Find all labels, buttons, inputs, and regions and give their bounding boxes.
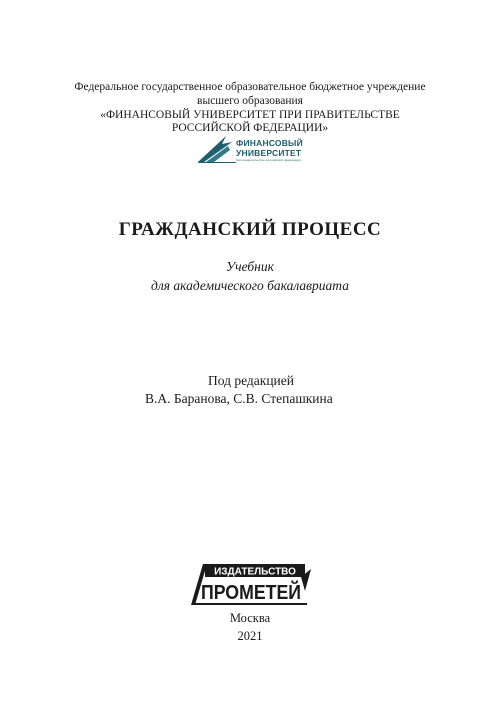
subtitle-line-1: Учебник [226, 259, 274, 274]
university-emblem-icon [196, 134, 236, 164]
editors-label: Под редакцией [208, 373, 295, 388]
publisher-logo-graphic [189, 561, 313, 607]
institution-line-2: высшего образования [197, 95, 303, 107]
university-logo-line-3: при правительстве российской федерации [236, 158, 301, 162]
book-title: ГРАЖДАНСКИЙ ПРОЦЕСС [118, 219, 382, 240]
publisher-top-text: ИЗДАТЕЛЬСТВО [214, 566, 296, 578]
publisher-name-text: ПРОМЕТЕЙ [201, 582, 313, 604]
institution-line-3: «ФИНАНСОВЫЙ УНИВЕРСИТЕТ ПРИ ПРАВИТЕЛЬСТВЕ [100, 109, 400, 121]
publication-year: 2021 [237, 629, 263, 643]
university-logo-line-1: ФИНАНСОВЫЙ [236, 138, 303, 148]
publisher-logo [189, 561, 313, 607]
institution-line-1: Федеральное государственное образовательное бюджетное учреждение [74, 81, 426, 93]
university-logo-line-2: УНИВЕРСИТЕТ [236, 148, 302, 158]
university-logo [196, 134, 306, 164]
subtitle-line-2: для академического бакалавриата [151, 278, 349, 293]
editors-names: В.А. Баранова, С.В. Степашкина [145, 391, 333, 406]
institution-line-4: РОССИЙСКОЙ ФЕДЕРАЦИИ» [171, 122, 329, 134]
publication-city: Москва [229, 611, 271, 625]
